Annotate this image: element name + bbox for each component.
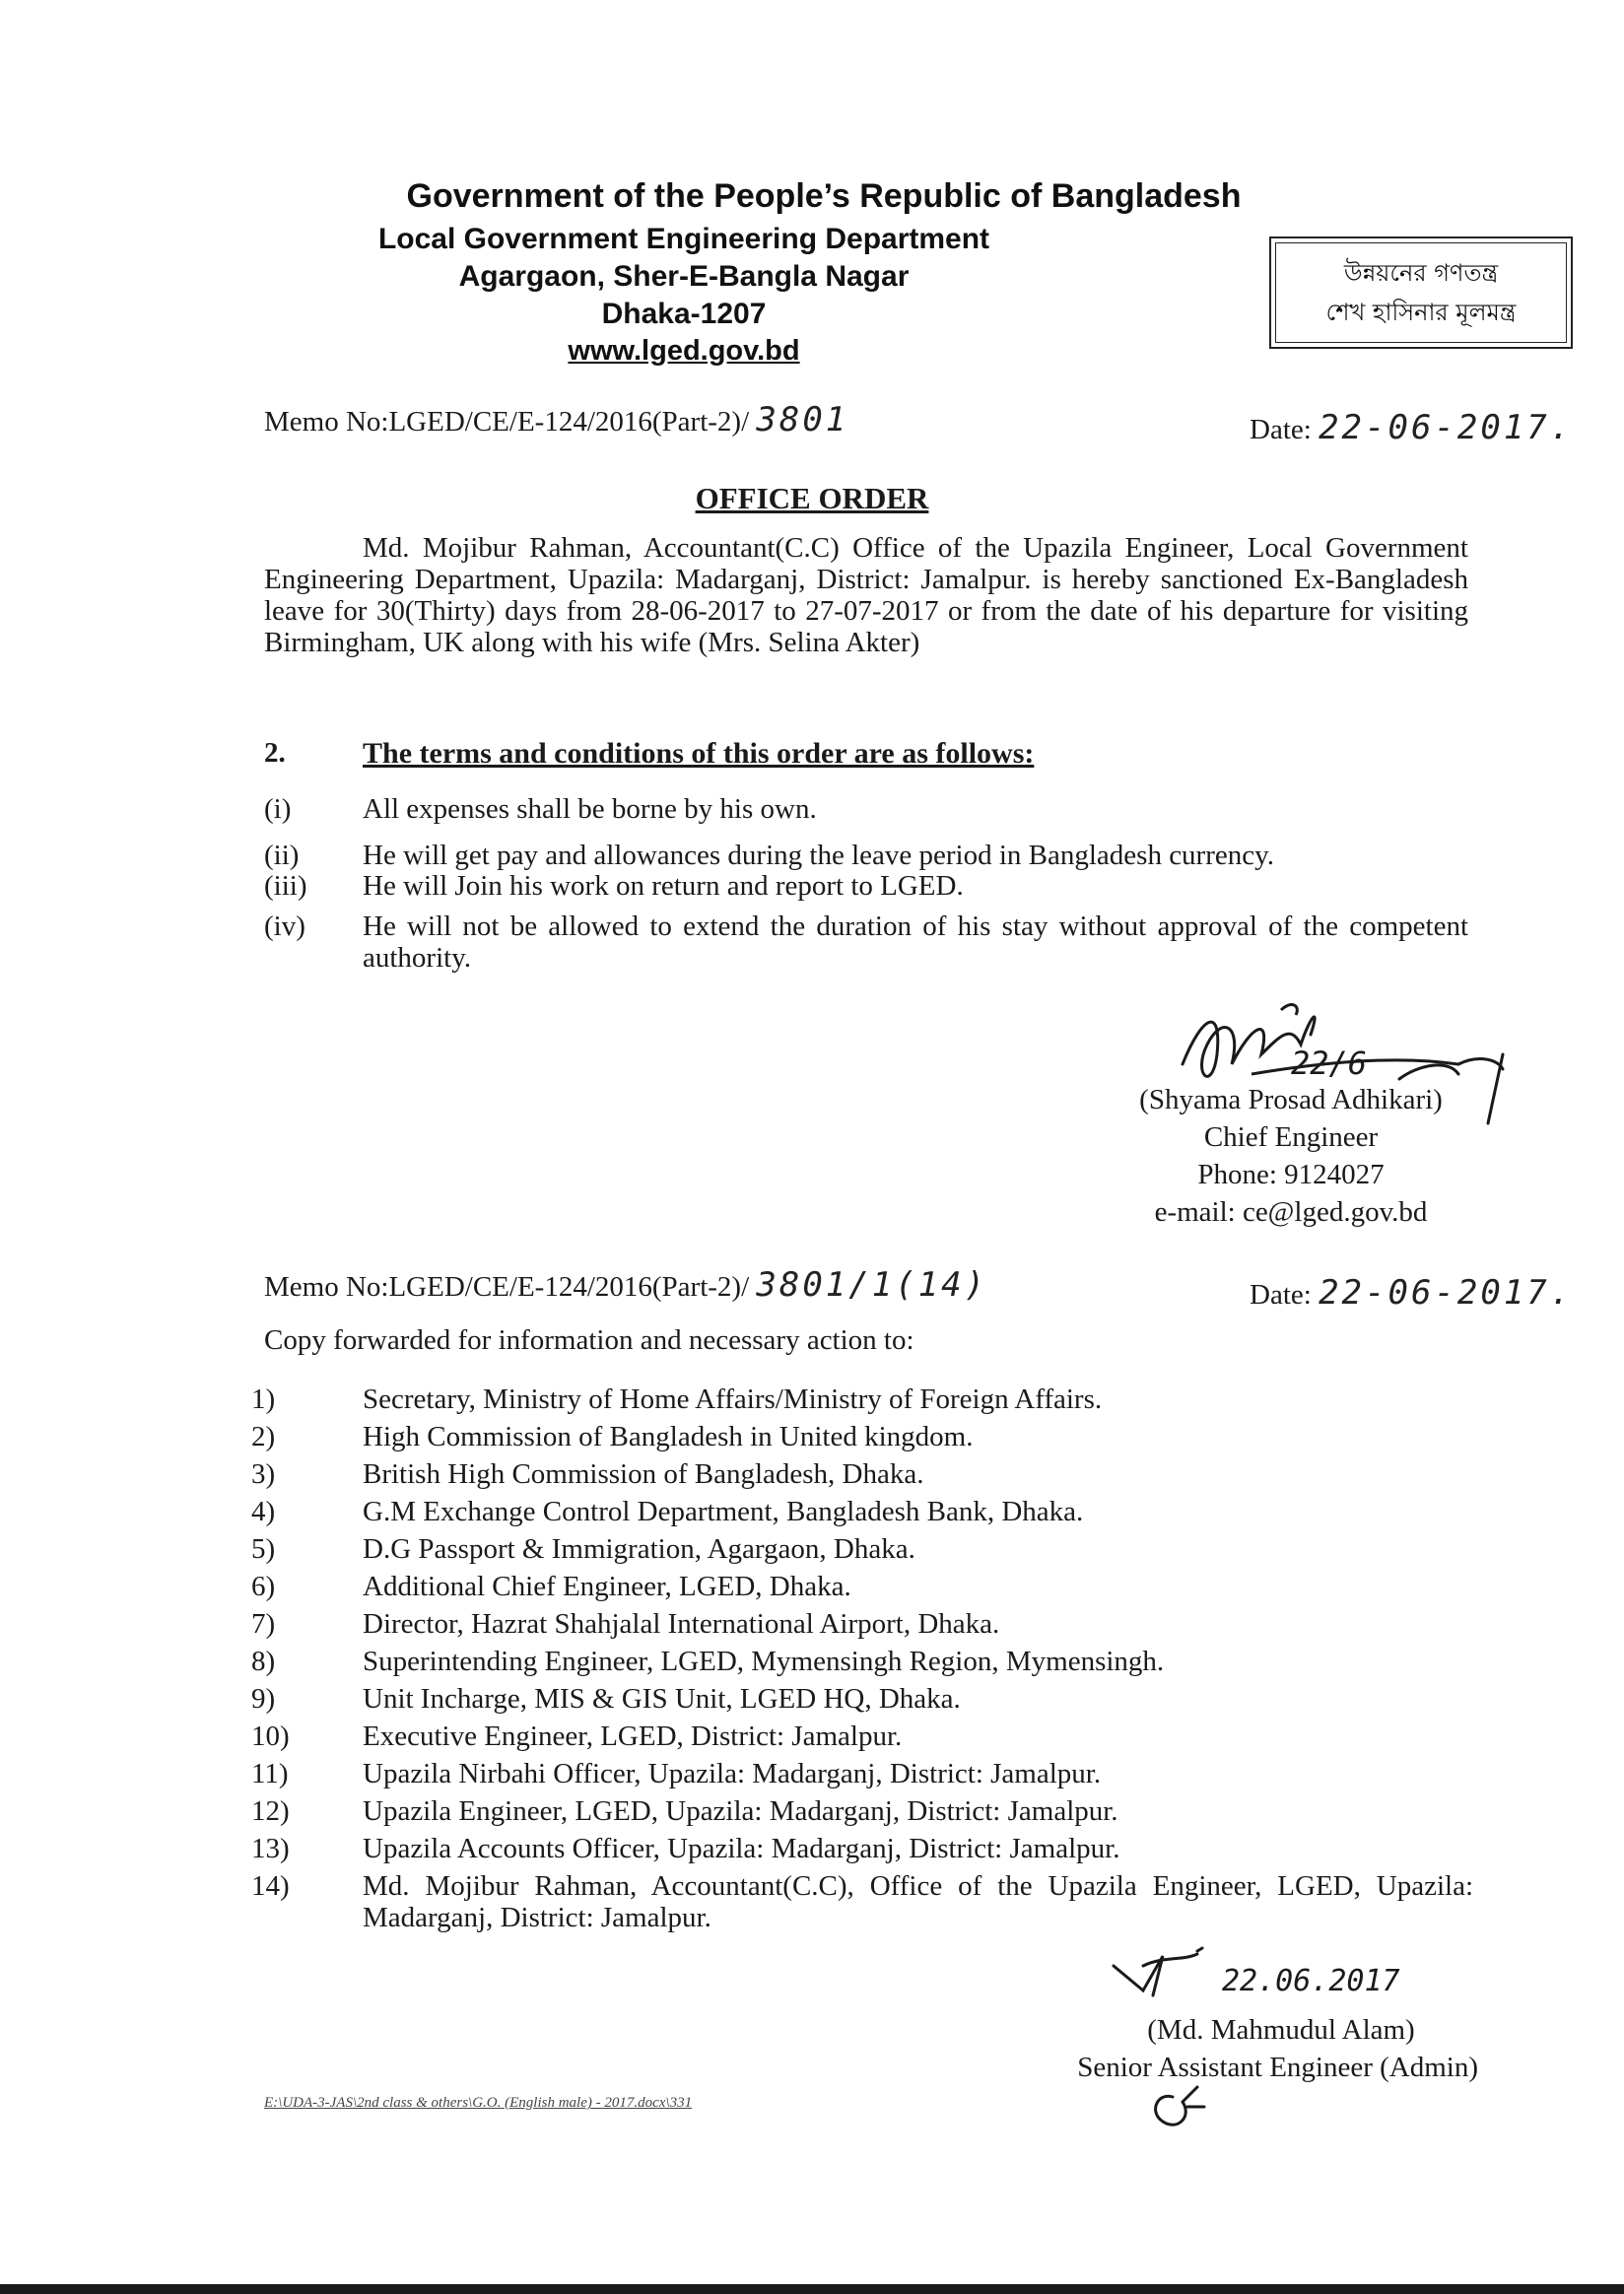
list-item — [251, 1683, 1473, 1715]
list-text: Secretary, Ministry of Home Affairs/Ministry of Foreign Affairs. — [363, 1383, 1103, 1415]
initials-mark — [1143, 2077, 1212, 2136]
list-item — [251, 1496, 1473, 1527]
header-government: Government of the People’s Republic of Bangladesh — [406, 177, 1242, 215]
memo2-date-line — [1250, 1273, 1573, 1313]
signatory-phone: Phone: 9124027 — [1197, 1159, 1385, 1190]
list-number: 1) — [251, 1383, 276, 1415]
list-number: 3) — [251, 1458, 276, 1490]
list-item — [251, 1646, 1473, 1677]
signatory2-title: Senior Assistant Engineer (Admin) — [1077, 2052, 1478, 2083]
condition-number: (iv) — [264, 911, 305, 942]
scan-edge — [0, 2284, 1624, 2294]
condition-text: He will not be allowed to extend the duration of his stay without approval of the competent authority. — [363, 911, 1468, 974]
memo-number-handwritten: 3801 — [756, 400, 849, 439]
memo-number-line — [264, 400, 848, 439]
list-item — [251, 1608, 1473, 1640]
memo-date-label: Date: — [1250, 414, 1312, 445]
section-number: 2. — [264, 737, 286, 769]
signatory-email: e-mail: ce@lged.gov.bd — [1154, 1196, 1428, 1228]
signatory-name: (Shyama Prosad Adhikari) — [1139, 1084, 1443, 1115]
condition-text: He will get pay and allowances during the leave period in Bangladesh currency. — [363, 840, 1274, 871]
motto-box — [1269, 236, 1573, 349]
motto-line-1: উন্নয়নের গণতন্ত্র — [1343, 259, 1499, 287]
list-item — [251, 1421, 1473, 1452]
office-order-paragraph: Md. Mojibur Rahman, Accountant(C.C) Office of the Upazila Engineer, Local Government Engineering Department, Upazila: Madarganj, District: Jamalpur. is hereby sanctioned Ex-Bangladesh leave for 30(Thirty) days from 28-06-2017 to 27-07-2017 or from the date of his departure for visiting Birmingham, UK along with his wife (Mrs. Selina Akter) — [264, 532, 1468, 658]
condition-item — [264, 911, 1468, 974]
list-number: 2) — [251, 1421, 276, 1452]
list-item — [251, 1383, 1473, 1415]
list-text: Additional Chief Engineer, LGED, Dhaka. — [363, 1571, 851, 1602]
condition-number: (iii) — [264, 870, 307, 902]
signatory2-name: (Md. Mahmudul Alam) — [1147, 2014, 1415, 2046]
header-website-link[interactable]: www.lged.gov.bd — [568, 335, 800, 367]
header-address: Agargaon, Sher-E-Bangla Nagar — [458, 260, 910, 293]
list-number: 8) — [251, 1646, 276, 1677]
copy-forward-line: Copy forwarded for information and necessary action to: — [264, 1324, 914, 1356]
list-text: D.G Passport & Immigration, Agargaon, Dhaka. — [363, 1533, 915, 1565]
list-number: 6) — [251, 1571, 276, 1602]
memo2-number-handwritten: 3801/1(14) — [756, 1265, 988, 1305]
condition-item — [264, 793, 1468, 825]
memo2-date-label: Date: — [1250, 1279, 1312, 1311]
header-city: Dhaka-1207 — [601, 298, 767, 330]
list-number: 4) — [251, 1496, 276, 1527]
list-item — [251, 1870, 1473, 1933]
list-number: 10) — [251, 1720, 290, 1752]
list-item — [251, 1833, 1473, 1864]
list-item — [251, 1758, 1473, 1789]
list-number: 12) — [251, 1795, 290, 1827]
list-item — [251, 1795, 1473, 1827]
list-number: 13) — [251, 1833, 290, 1864]
condition-item — [264, 840, 1468, 871]
signature2-date-handwritten: 22.06.2017 — [1222, 1964, 1400, 1998]
condition-number: (i) — [264, 793, 292, 825]
memo2-date-handwritten: 22-06-2017. — [1319, 1273, 1574, 1313]
memo2-prefix: Memo No:LGED/CE/E-124/2016(Part-2)/ — [264, 1271, 750, 1303]
list-text: Executive Engineer, LGED, District: Jamalpur. — [363, 1720, 903, 1752]
list-text: Upazila Engineer, LGED, Upazila: Madarganj, District: Jamalpur. — [363, 1795, 1118, 1827]
office-order-title: OFFICE ORDER — [695, 481, 929, 515]
list-item — [251, 1720, 1473, 1752]
list-number: 14) — [251, 1870, 290, 1902]
memo2-number-line — [264, 1265, 987, 1305]
list-text: High Commission of Bangladesh in United kingdom. — [363, 1421, 974, 1452]
condition-text: He will Join his work on return and report to LGED. — [363, 870, 964, 902]
memo-prefix: Memo No:LGED/CE/E-124/2016(Part-2)/ — [264, 406, 750, 438]
list-item — [251, 1533, 1473, 1565]
motto-line-2: শেখ হাসিনার মূলমন্ত্র — [1325, 299, 1517, 326]
list-text: Upazila Accounts Officer, Upazila: Madarganj, District: Jamalpur. — [363, 1833, 1120, 1864]
condition-text: All expenses shall be borne by his own. — [363, 793, 817, 825]
list-text: Upazila Nirbahi Officer, Upazila: Madarganj, District: Jamalpur. — [363, 1758, 1102, 1789]
list-text: G.M Exchange Control Department, Bangladesh Bank, Dhaka. — [363, 1496, 1084, 1527]
senior-engineer-signature — [1104, 1946, 1498, 2015]
condition-number: (ii) — [264, 840, 300, 871]
file-path-footer: E:\UDA-3-JAS\2nd class & others\G.O. (English male) - 2017.docx\331 — [264, 2095, 693, 2111]
list-number: 7) — [251, 1608, 276, 1640]
memo-date-line — [1250, 408, 1573, 447]
list-number: 5) — [251, 1533, 276, 1565]
section-heading: The terms and conditions of this order are as follows: — [363, 737, 1035, 770]
list-number: 11) — [251, 1758, 289, 1789]
list-text: Director, Hazrat Shahjalal International Airport, Dhaka. — [363, 1608, 1000, 1640]
memo-date-handwritten: 22-06-2017. — [1319, 408, 1574, 447]
list-item — [251, 1571, 1473, 1602]
list-text: Md. Mojibur Rahman, Accountant(C.C), Office of the Upazila Engineer, LGED, Upazila: Madarganj, District: Jamalpur. — [363, 1870, 1473, 1933]
header-department: Local Government Engineering Department — [377, 223, 990, 255]
list-text: Superintending Engineer, LGED, Mymensingh Region, Mymensingh. — [363, 1646, 1165, 1677]
list-text: British High Commission of Bangladesh, Dhaka. — [363, 1458, 924, 1490]
signature-date-handwritten: 22/6 — [1291, 1045, 1368, 1082]
list-item — [251, 1458, 1473, 1490]
list-number: 9) — [251, 1683, 276, 1715]
signatory-title: Chief Engineer — [1203, 1121, 1379, 1153]
list-text: Unit Incharge, MIS & GIS Unit, LGED HQ, Dhaka. — [363, 1683, 961, 1715]
condition-item — [264, 870, 1468, 902]
